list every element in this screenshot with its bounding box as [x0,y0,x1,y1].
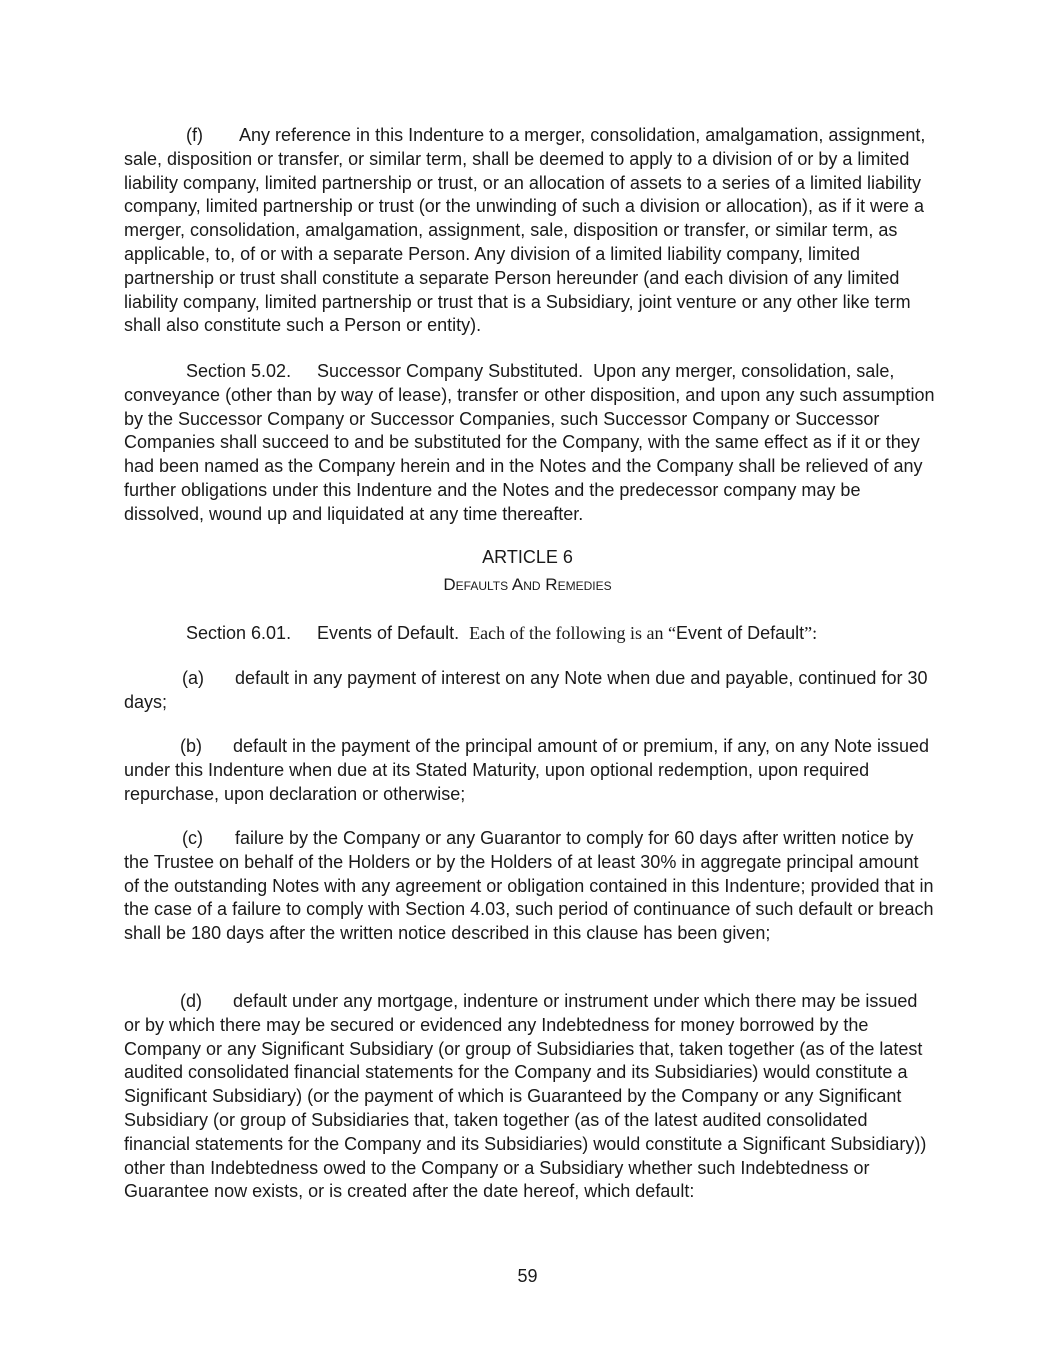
section-5-02-title: Successor Company Substituted. [317,361,584,381]
clause-d-label: (d) [180,991,202,1011]
section-6-01-title: Events of Default. [317,623,460,643]
clause-b [124,735,936,806]
section-6-01-intro-end: ”: [804,623,818,643]
section-5-02-number: Section 5.02. [186,361,292,381]
clause-a-text: default in any payment of interest on any Note when due and payable, continued for 30 days; [124,668,928,712]
clause-a [124,667,936,715]
article-subheading: Defaults And Remedies [443,575,612,594]
paragraph-f [124,124,936,338]
section-5-02-text: Upon any merger, consolidation, sale, conveyance (other than by way of lease), transfer or other disposition, and upon any such assumption by the Successor Company or Successor Companies, such Successor Company or Successor Companies shall succeed to and be substituted for the Company, with the same effect as if it or they had been named as the Company herein and in the Notes and the Company shall be relieved of any further obligations under this Indenture and the Notes and the predecessor company may be dissolved, wound up and liquidated at any time thereafter. [124,361,935,524]
clause-d [124,990,936,1204]
page-number: 59 [517,1266,538,1286]
section-6-01 [124,622,936,646]
clause-b-label: (b) [180,736,202,756]
article-heading: ARTICLE 6 [482,547,573,567]
clause-a-label: (a) [182,668,204,688]
clause-c-label: (c) [182,828,203,848]
section-6-01-number: Section 6.01. [186,623,292,643]
section-5-02 [124,360,936,527]
clause-d-text: default under any mortgage, indenture or instrument under which there may be issued or by which there may be secured or evidenced any Indebtedness for money borrowed by the Company or any Significant Subsidiary (or group of Subsidiaries that, taken together (as of the latest audited consolidated financial statements for the Company and its Subsidiaries) would constitute a Significant Subsidiary) (or the payment of which is Guaranteed by the Company or any Significant Subsidiary (or group of Subsidiaries that, taken together (as of the latest audited consolidated financial statements for the Company and its Subsidiaries) would constitute a Significant Subsidiary)) other than Indebtedness owed to the Company or a Subsidiary whether such Indebtedness or Guarantee now exists, or is created after the date hereof, which default: [124,991,927,1202]
paragraph-f-text: Any reference in this Indenture to a merger, consolidation, amalgamation, assignment, sale, disposition or transfer, or similar term, shall be deemed to apply to a division of or by a limited liability company, limited partnership or trust, or an allocation of assets to a series of a limited liability company, limited partnership or trust (or the unwinding of such a division or allocation), as if it were a merger, consolidation, amalgamation, assignment, sale, disposition or transfer, or similar term, as applicable, to, of or with a separate Person. Any division of a limited liability company, limited partnership or trust shall constitute a separate Person hereunder (and each division of any limited liability company, limited partnership or trust that is a Subsidiary, joint venture or any other like term shall also constitute such a Person or entity). [124,125,926,336]
clause-c [124,827,936,946]
clause-c-text: failure by the Company or any Guarantor to comply for 60 days after written notice by the Trustee on behalf of the Holders or by the Holders of at least 30% in aggregate principal amount of the outstanding Notes with any agreement or obligation contained in this Indenture; provided that in the case of a failure to comply with Section 4.03, such period of continuance of such default or breach shall be 180 days after the written notice described in this clause has been given; [124,828,934,944]
clause-b-text: default in the payment of the principal amount of or premium, if any, on any Note issued under this Indenture when due at its Stated Maturity, upon optional redemption, upon required repurchase, upon declaration or otherwise; [124,736,930,804]
defined-term-event-of-default: Event of Default [676,623,805,643]
paragraph-f-label: (f) [186,125,203,145]
section-6-01-intro: Each of the following is an “ [469,623,677,643]
